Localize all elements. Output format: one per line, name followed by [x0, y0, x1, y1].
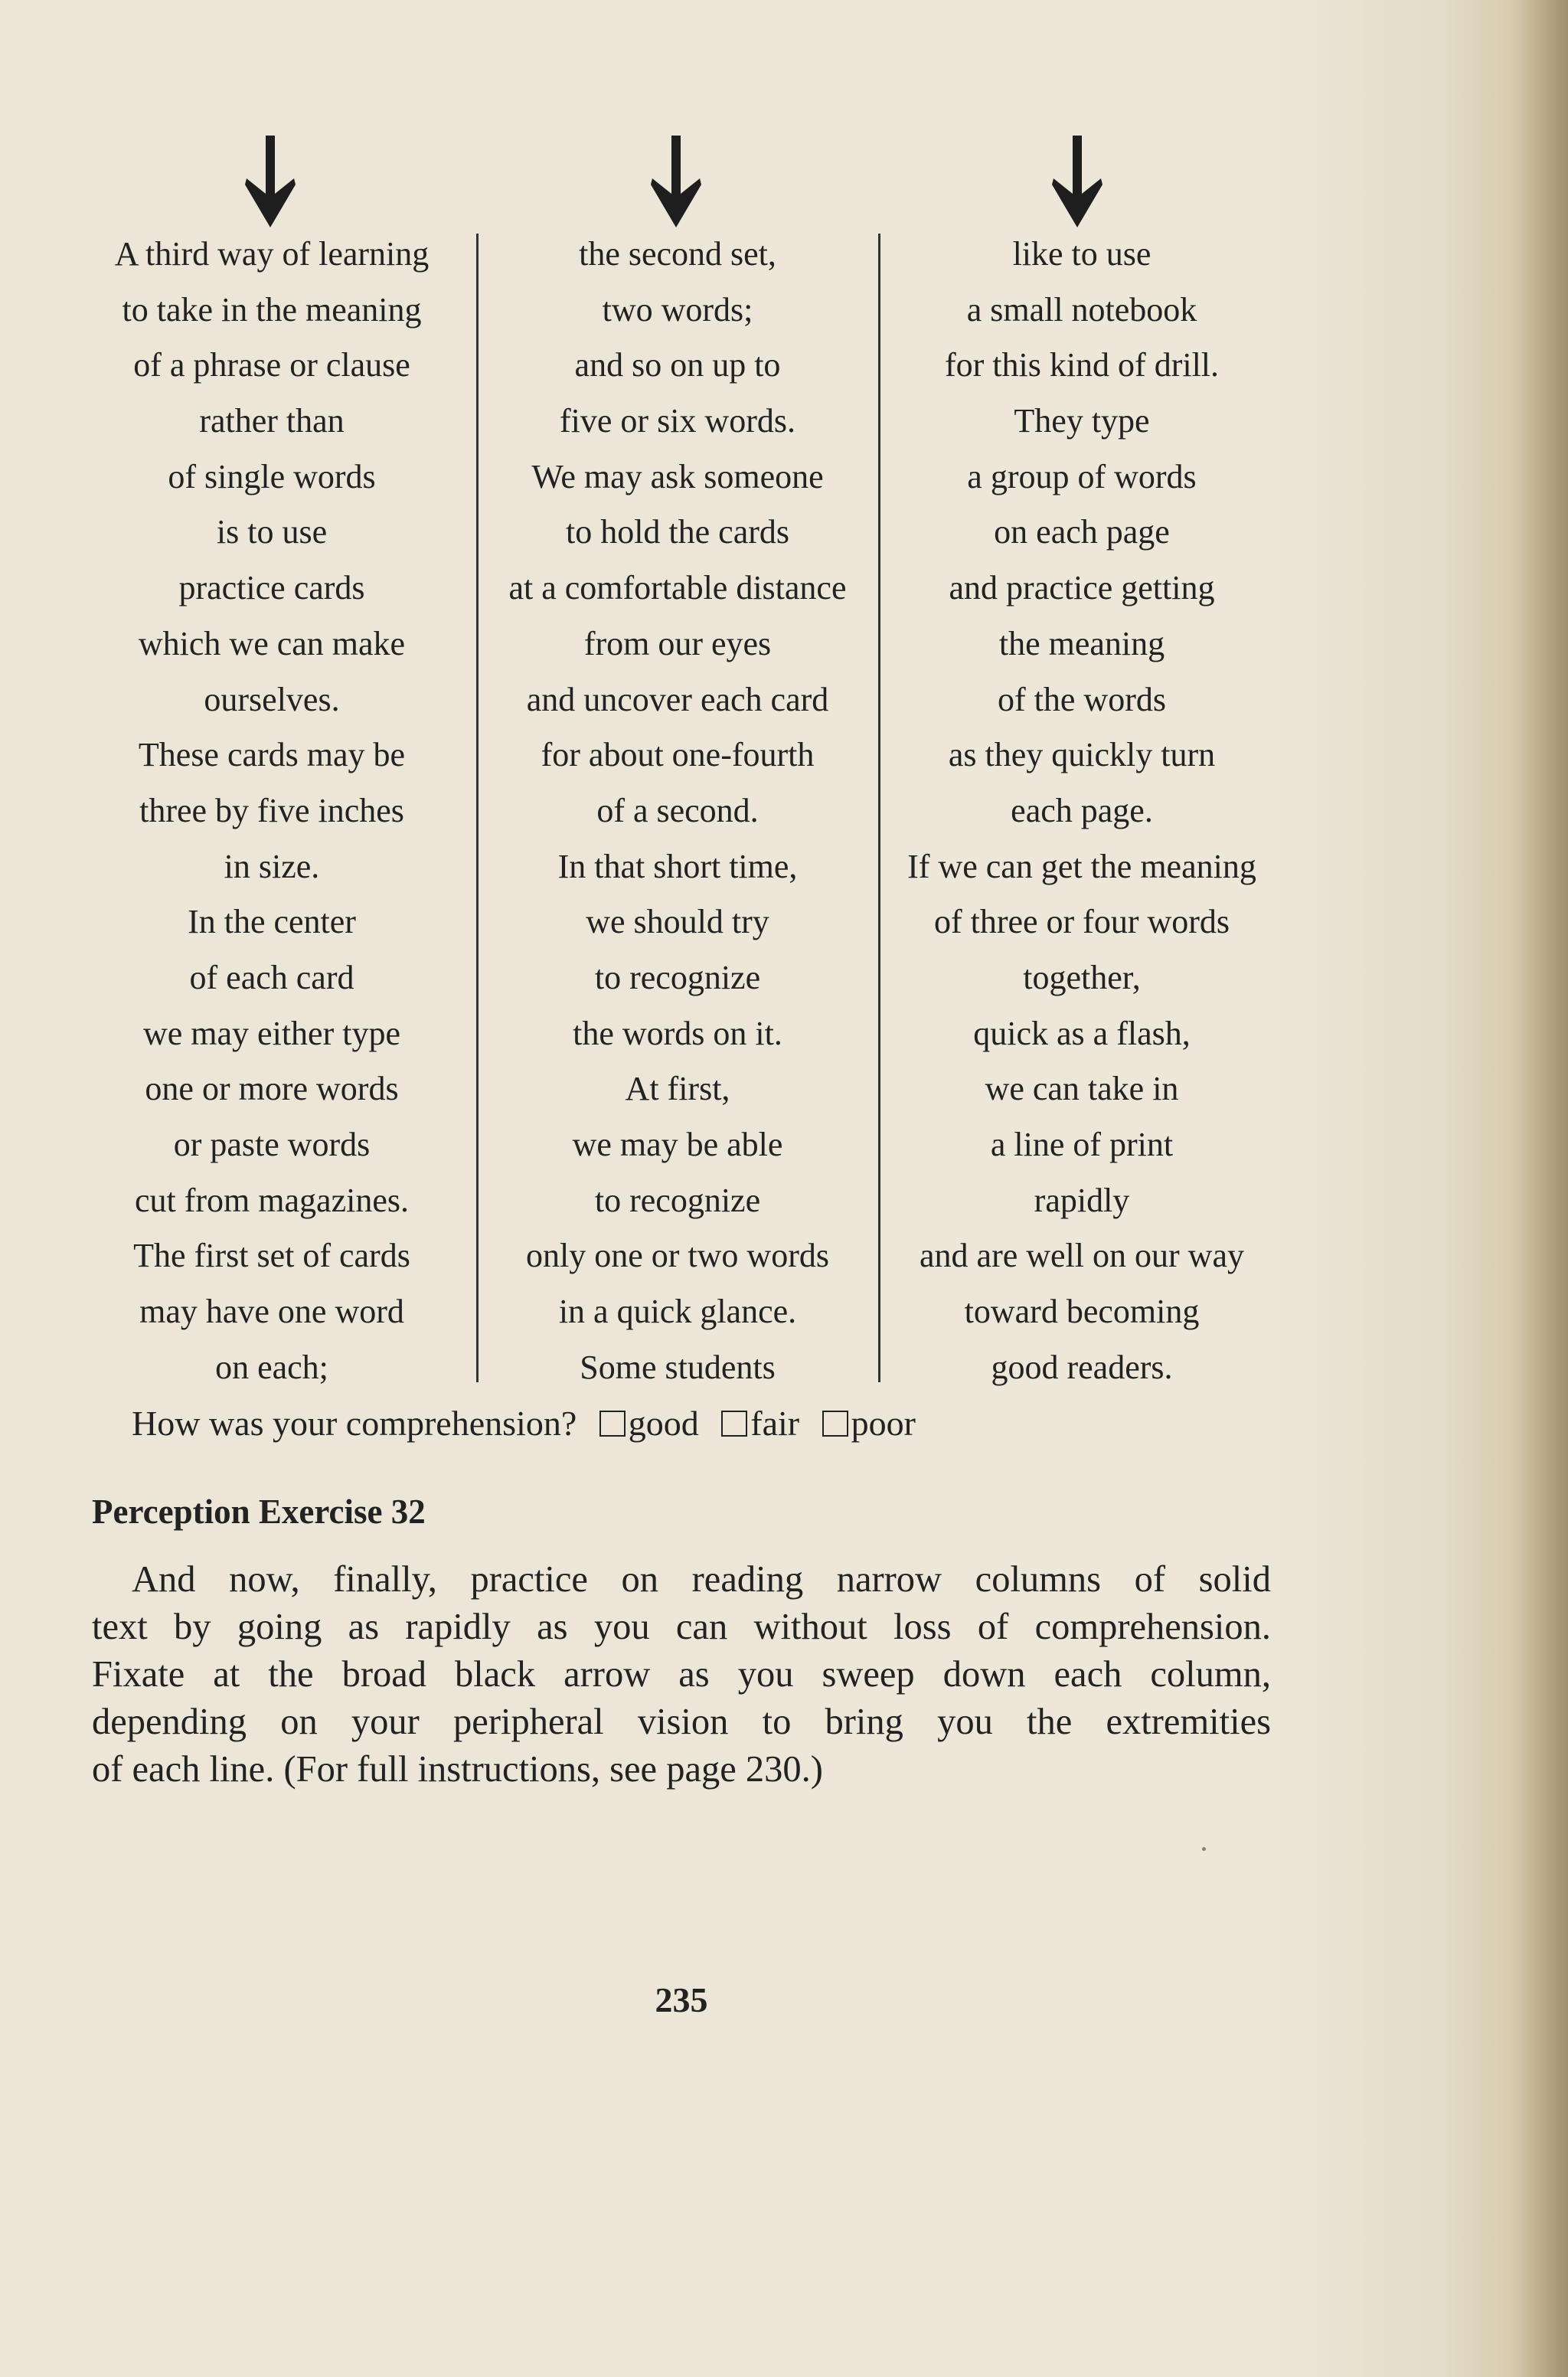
option-fair: fair	[750, 1404, 800, 1443]
column-line: to take in the meaning	[122, 290, 422, 329]
paper-speck	[1202, 1847, 1206, 1851]
column-line: the meaning	[998, 624, 1165, 662]
option-poor: poor	[851, 1404, 916, 1443]
column-line: ourselves.	[204, 680, 340, 718]
column-line: of a second.	[596, 791, 759, 829]
column-line: in a quick glance.	[558, 1293, 797, 1331]
column-line: a line of print	[990, 1126, 1174, 1163]
column-line: is to use	[216, 513, 328, 551]
column-line: or paste words	[173, 1126, 371, 1163]
paragraph-line: of each line. (For full instructions, see page 230.)	[92, 1749, 823, 1790]
checkbox-icon[interactable]	[822, 1411, 848, 1437]
column-line: and so on up to	[574, 346, 781, 384]
paragraph-line: Fixate at the broad black arrow as you sweep down each column,	[92, 1654, 1271, 1695]
column-line: in size.	[224, 847, 320, 885]
column-divider	[878, 234, 880, 1382]
comprehension-rating	[132, 1403, 916, 1444]
column-line: of three or four words	[933, 903, 1230, 941]
text-column-1	[77, 227, 467, 1395]
column-line: and practice getting	[949, 569, 1215, 607]
column-line: for about one-fourth	[541, 736, 815, 774]
column-line: We may ask someone	[531, 457, 824, 495]
column-line: each page.	[1011, 791, 1153, 829]
book-spine-shadow	[1514, 0, 1568, 2377]
column-line: to recognize	[594, 958, 761, 996]
column-line: on each;	[215, 1348, 328, 1386]
column-line: on each page	[994, 513, 1170, 551]
paragraph-line: And now, finally, practice on reading narrow columns of solid	[132, 1559, 1271, 1600]
column-line: two words;	[602, 290, 753, 329]
column-line: the words on it.	[573, 1014, 782, 1052]
down-arrow-icon	[243, 134, 297, 230]
option-good: good	[628, 1404, 699, 1443]
column-line: which we can make	[138, 624, 406, 662]
column-line: They type	[1014, 402, 1150, 440]
column-line: In that short time,	[557, 847, 798, 885]
paragraph-line: text by going as rapidly as you can without loss of comprehension.	[92, 1607, 1271, 1647]
column-line: we may either type	[143, 1014, 400, 1052]
column-line: at a comfortable distance	[508, 569, 847, 607]
column-line: In the center	[188, 903, 356, 941]
column-line: Some students	[580, 1348, 776, 1386]
column-line: to hold the cards	[565, 513, 790, 551]
column-line: of the words	[998, 680, 1166, 718]
exercise-paragraph	[92, 1556, 1271, 1793]
column-line: a small notebook	[966, 290, 1197, 329]
column-line: one or more words	[145, 1070, 399, 1108]
column-line: a group of words	[967, 457, 1197, 495]
column-line: as they quickly turn	[948, 736, 1216, 774]
column-line: may have one word	[139, 1293, 404, 1331]
column-line: If we can get the meaning	[907, 847, 1256, 885]
column-line: three by five inches	[139, 791, 404, 829]
page-number: 235	[655, 1980, 708, 2019]
paragraph-line: depending on your peripheral vision to bring you the extremities	[92, 1702, 1271, 1742]
column-line: five or six words.	[560, 402, 795, 440]
column-line: quick as a flash,	[973, 1014, 1191, 1052]
column-line: the second set,	[579, 235, 776, 273]
down-arrow-icon	[649, 134, 703, 230]
exercise-heading: Perception Exercise 32	[92, 1493, 426, 1531]
column-line: we may be able	[572, 1126, 783, 1163]
comprehension-question: How was your comprehension?	[132, 1404, 577, 1443]
column-line: cut from magazines.	[135, 1181, 409, 1219]
column-line: to recognize	[594, 1181, 761, 1219]
column-line: for this kind of drill.	[944, 346, 1220, 384]
text-column-2	[482, 227, 873, 1395]
column-line: we should try	[586, 903, 769, 941]
column-line: A third way of learning	[114, 235, 430, 273]
column-divider	[476, 234, 479, 1382]
column-line: These cards may be	[138, 736, 406, 774]
text-column-3	[887, 227, 1277, 1395]
column-line: of single words	[168, 457, 376, 495]
column-line: practice cards	[178, 569, 365, 607]
column-line: of a phrase or clause	[133, 346, 410, 384]
column-line: only one or two words	[526, 1237, 829, 1275]
column-line: and uncover each card	[526, 680, 829, 718]
down-arrow-icon	[1050, 134, 1104, 230]
checkbox-icon[interactable]	[599, 1411, 626, 1437]
column-line: from our eyes	[583, 624, 772, 662]
column-line: like to use	[1012, 235, 1152, 273]
column-line: rather than	[199, 402, 345, 440]
column-line: together,	[1023, 958, 1141, 996]
column-line: The first set of cards	[133, 1237, 410, 1275]
column-line: At first,	[625, 1070, 730, 1108]
column-line: rapidly	[1034, 1181, 1130, 1219]
column-line: and are well on our way	[920, 1237, 1244, 1275]
column-line: we can take in	[985, 1070, 1179, 1108]
column-line: good readers.	[991, 1348, 1173, 1386]
column-line: toward becoming	[964, 1293, 1200, 1331]
checkbox-icon[interactable]	[721, 1411, 747, 1437]
column-line: of each card	[189, 958, 354, 996]
